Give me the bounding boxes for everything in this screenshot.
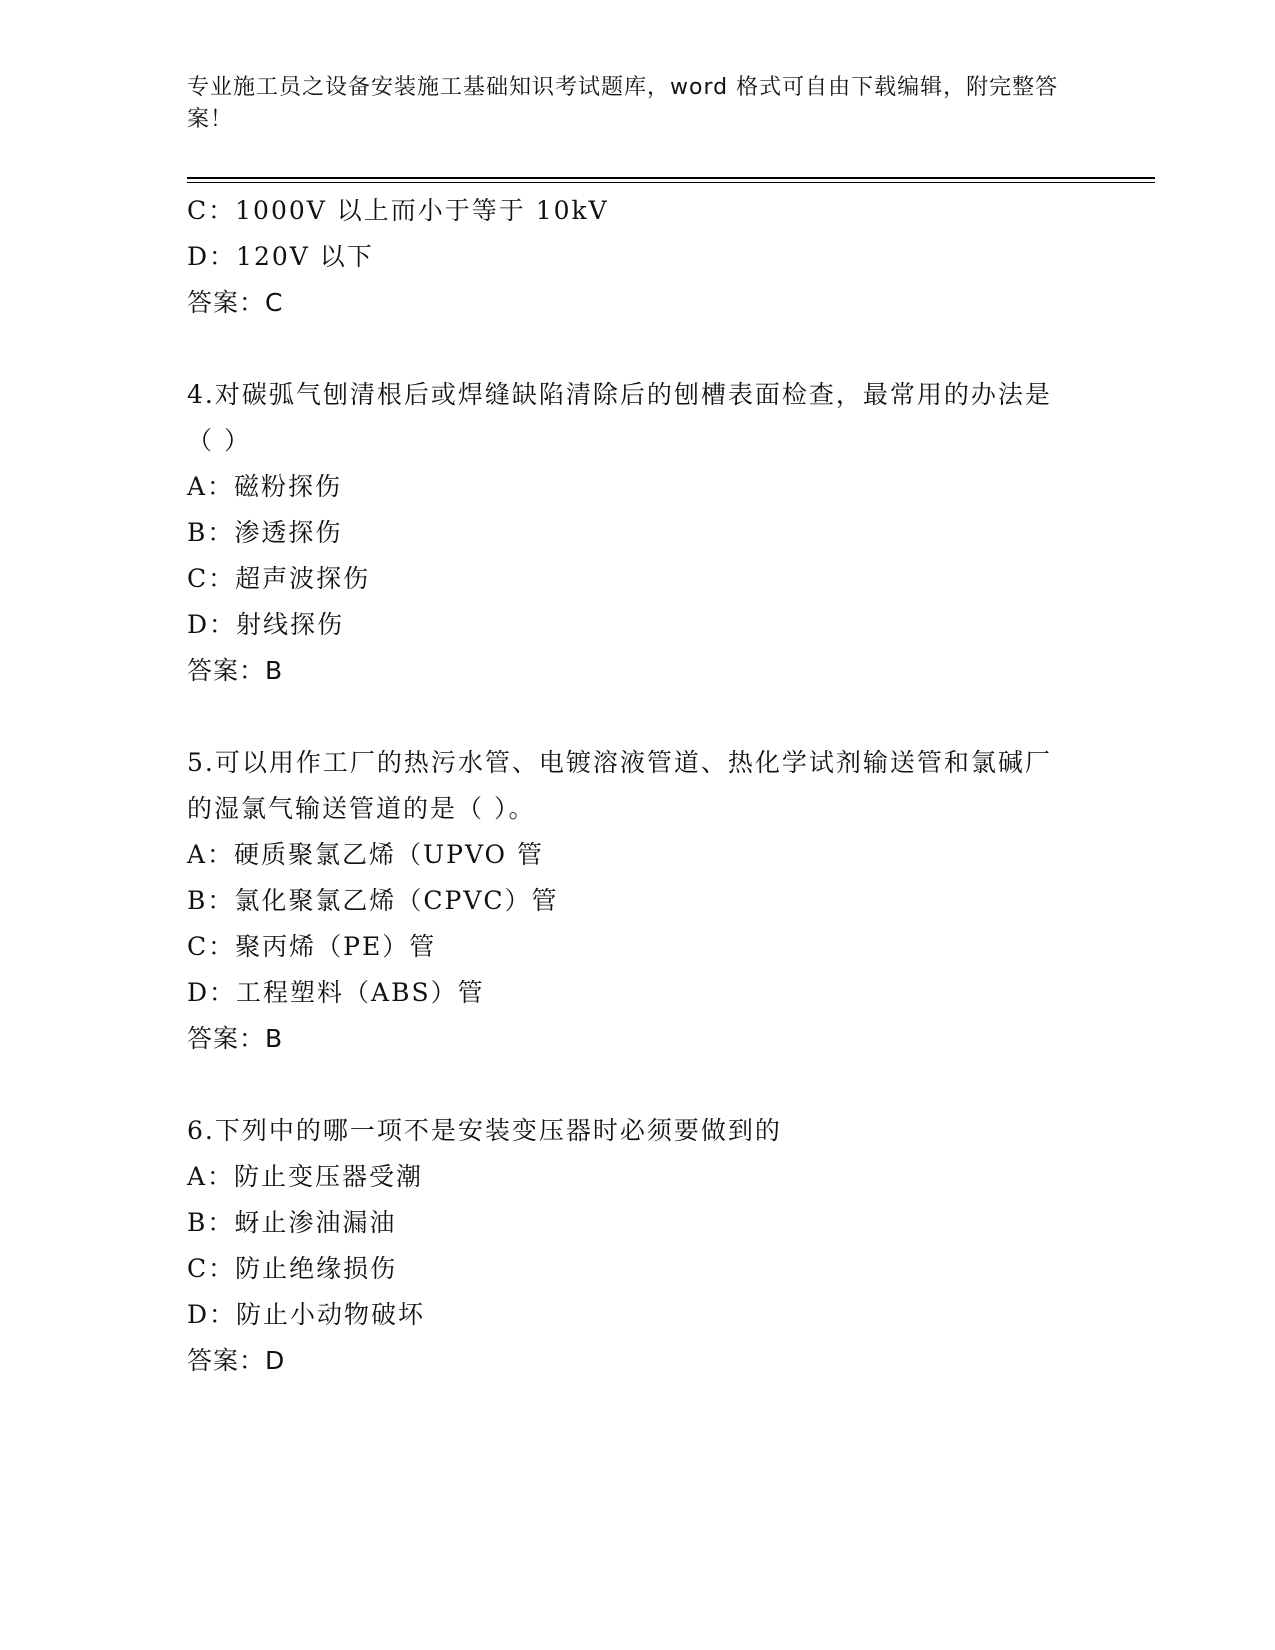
option-c: C：超声波探伤	[187, 564, 371, 593]
document-body	[187, 188, 1067, 1384]
question-4	[187, 372, 1067, 694]
answer-line: 答案：C	[187, 288, 284, 317]
option-c: C：聚丙烯（PE）管	[187, 932, 437, 961]
option-a: A：硬质聚氯乙烯（UPVO 管	[187, 840, 545, 869]
answer-line: 答案：B	[187, 1024, 284, 1053]
option-a: A：防止变压器受潮	[187, 1162, 424, 1191]
answer-line: 答案：B	[187, 656, 284, 685]
question-text: 5.可以用作工厂的热污水管、电镀溶液管道、热化学试剂输送管和氯碱厂的湿氯气输送管道的是（ ）。	[187, 748, 1052, 823]
option-d: D：防止小动物破坏	[187, 1300, 426, 1329]
question-6	[187, 1108, 1067, 1384]
document-header	[187, 72, 1067, 136]
answer-line: 答案：D	[187, 1346, 286, 1375]
question-text: 6.下列中的哪一项不是安装变压器时必须要做到的	[187, 1116, 782, 1145]
header-divider-thin	[187, 182, 1155, 183]
document-title: 专业施工员之设备安装施工基础知识考试题库，word 格式可自由下载编辑，附完整答案！	[187, 75, 1059, 132]
option-c: C：1000V 以上而小于等于 10kV	[187, 196, 609, 225]
option-a: A：磁粉探伤	[187, 472, 343, 501]
previous-question-tail	[187, 188, 1067, 326]
question-text: 4.对碳弧气刨清根后或焊缝缺陷清除后的刨槽表面检查，最常用的办法是（ ）	[187, 380, 1052, 455]
option-c: C：防止绝缘损伤	[187, 1254, 398, 1283]
option-b: B：蚜止渗油漏油	[187, 1208, 397, 1237]
option-d: D：工程塑料（ABS）管	[187, 978, 485, 1007]
option-d: D：射线探伤	[187, 610, 345, 639]
option-d: D：120V 以下	[187, 242, 374, 271]
header-divider	[187, 177, 1155, 179]
option-b: B：氯化聚氯乙烯（CPVC）管	[187, 886, 559, 915]
option-b: B：渗透探伤	[187, 518, 343, 547]
question-5	[187, 740, 1067, 1062]
